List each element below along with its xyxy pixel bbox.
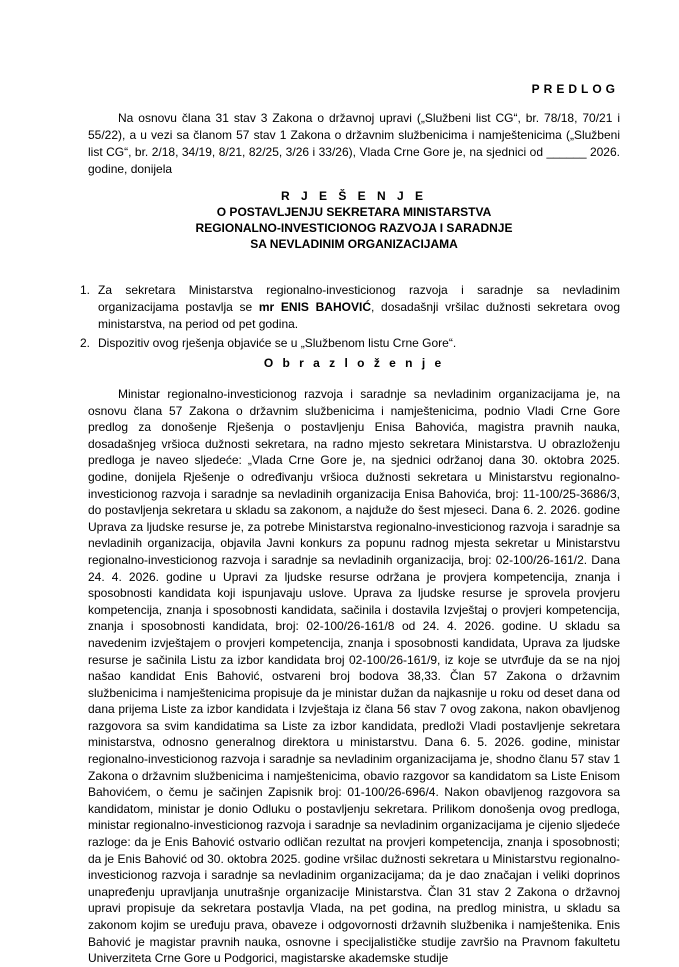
- obrazlozenje-text: Ministar regionalno-investicionog razvoja i saradnje sa nevladinim organizacijama je, na osnovu člana 57 Zakona o državnim službenicima i namještenicima, podnio Vladi Crne Gore predlog za donošenje Rješenja o postavljenju Enisa Bahovića, magistra pravnih nauka, dosadašnjeg vršioca dužnosti sekretara, na radno mjesto sekretara Ministarstva. U obrazloženju predloga je naveo sljedeće: „Vlada Crne Gore je, na sjednici održanoj dana 30. oktobra 2025. godine, donijela Rješenje o određivanju vršioca dužnosti sekretara u Ministarstvu regionalno-investicionog razvoja i saradnje sa nevladinih organizacija Enisa Bahovića, broj: 11-100/25-3686/3, do postavljenja sekretara u skladu sa zakonom, a najduže do šest mjeseci. Dana 6. 2. 2026. godine Uprava za ljudske resurse je, za potrebe Ministarstva regionalno-investicionog razvoja i saradnje sa nevladinih organizacija, objavila Javni konkurs za popunu radnog mjesta sekretar u Ministarstvu regionalno-investicionog razvoja i saradnje sa nevladinih organizacija, broj: 02-100/26-161/2. Dana 24. 4. 2026. godine u Upravi za ljudske resurse održana je provjera kompetencija, znanja i sposobnosti kandidata koji ispunjavaju uslove. Uprava za ljudske resurse je sprovela provjeru kompetencija, znanja i sposobnosti kandidata, sačinila i dostavila Izvještaj o provjeri kompetencija, znanja i sposobnosti kandidata, broj: 02-100/26-161/8 od 24. 4. 2026. godine. U skladu sa navedenim izvještajem o provjeri kompetencija, znanja i sposobnosti kandidata, Uprava za ljudske resurse je sačinila Listu za izbor kandidata broj 02-100/26-161/9, iz koje se utvrđuje da se na njoj našao kandidat Enis Bahović, ostvareni broj bodova 38,33. Član 57 Zakona o državnim službenicima i namještenicima propisuje da je ministar dužan da najkasnije u roku od deset dana od dana prijema Liste za izbor kandidata i Izvještaja iz člana 56 stav 7 ovog zakona, nakon obavljenog razgovora sa svim kandidatima sa Liste za izbor kandidata, predloži Vladi postavljenje sekretara ministarstva, odnosno generalnog direktora u ministarstvu. Dana 6. 5. 2026. godine, ministar regionalno-investicionog razvoja i saradnje sa nevladinim organizacijama je, shodno članu 57 stav 1 Zakona o državnim službenicima i namještenicima, obavio razgovor sa kandidatom sa Liste Enisom Bahovićem, o čemu je sačinjen Zapisnik broj: 01-100/26-696/4. Nakon obavljenog razgovora sa kandidatom, ministar je donio Odluku o postavljenju sekretara. Prilikom donošenja ovog predloga, ministar regionalno-investicionog razvoja i saradnje sa nevladinim organizacijama je cijenio sljedeće razloge: da je Enis Bahović ostvario odličan rezultat na provjeri kompetencija, znanja i sposobnosti; da je Enis Bahović od 30. oktobra 2025. godine vršilac dužnosti sekretara u Ministarstvu regionalno-investicionog razvoja i saradnje sa nevladinim organizacijama; da je dao značajan i veliki doprinos unapređenju upravljanja unutrašnje organizacije Ministarstva. Član 31 stav 2 Zakona o državnoj upravi propisuje da sekretara postavlja Vlada, na pet godina, na predlog ministra, u skladu sa zakonom kojim se uređuju prava, obaveze i odgovornosti državnih službenika i namještenika. Enis Bahović je magistar pravnih nauka, osnovne i specijalističke studije završio na Pravnom fakultetu Univerziteta Crne Gore u Podgorici, magistarske akademske studije: [88, 387, 620, 966]
- predlog-label: PREDLOG: [531, 82, 619, 96]
- title-line-4: SA NEVLADINIM ORGANIZACIJAMA: [250, 237, 458, 251]
- decision-item: [80, 282, 620, 333]
- title-line-3: REGIONALNO-INVESTICIONOG RAZVOJA I SARADNJE: [195, 221, 513, 235]
- obrazlozenje-heading: O b r a z l o ž e n j e: [263, 356, 445, 370]
- document-title: [88, 188, 620, 252]
- title-line-2: O POSTAVLJENJU SEKRETARA MINISTARSTVA: [216, 205, 492, 219]
- item-number: 1.: [80, 283, 91, 297]
- item-text: Za sekretara Ministarstva regionalno-investicionog razvoja i saradnje sa nevladinim organizacijama postavlja se: [98, 283, 620, 314]
- item-text-after: , dosadašnji vršilac dužnosti sekretara ovog ministarstva, na period od pet godina.: [98, 300, 620, 331]
- decision-items: [80, 282, 620, 354]
- intro-paragraph: Na osnovu člana 31 stav 3 Zakona o državnoj upravi („Službeni list CG“, br. 78/18, 70/21 i 55/22), a u vezi sa članom 57 stav 1 Zakona o državnim službenicima i namještenicima („Službeni list CG“, br. 2/18, 34/19, 8/21, 82/25, 3/26 i 33/26), Vlada Crne Gore je, na sjednici od ______ 2026. godine, donijela: [88, 111, 620, 176]
- item-number: 2.: [80, 336, 91, 350]
- appointee-name: mr ENIS BAHOVIĆ: [258, 300, 371, 314]
- title-rjesenje: R J E Š E N J E: [280, 189, 428, 203]
- item-text: Dispozitiv ovog rješenja objaviće se u „Službenom listu Crne Gore“.: [98, 336, 457, 350]
- decision-item: [80, 335, 620, 352]
